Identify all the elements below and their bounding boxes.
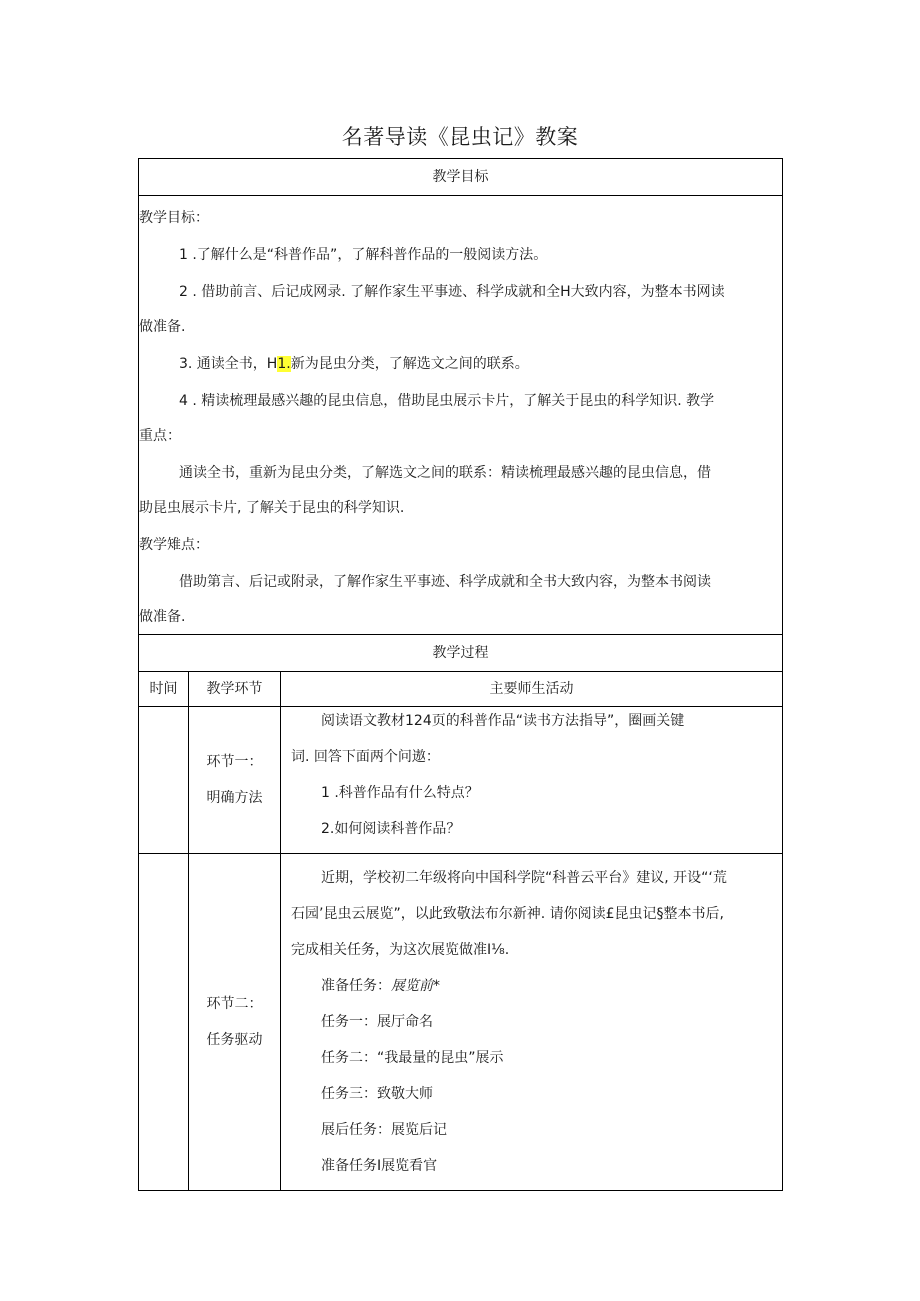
task-after: 展后任务：展览后记	[321, 1122, 447, 1138]
step-2-line-2: 任务驱动	[206, 1032, 263, 1048]
step-1-question-1: 1 .科普作品有什么特点？	[321, 785, 479, 801]
goal-4-line-2: 重点：	[139, 428, 181, 444]
table-row	[139, 854, 783, 1191]
goal-2-line-1: 2 . 借助前言、后记成网录. 了解作家生平事迹、科学成就和全H大致内容，为整本书网读	[179, 284, 725, 300]
goals-content	[139, 196, 783, 635]
task-prep-value: 展览前*	[391, 978, 440, 994]
goal-3-prefix: 3. 通读全书，H	[179, 356, 278, 372]
goal-4-line-1: 4 . 精读梳理最感兴趣的昆虫信息，借助昆虫展示卡片，了解关于昆虫的科学知识. 教学	[179, 393, 715, 409]
step-2-activity-line-3: 完成相关任务，为这次展览做准I⅛.	[291, 942, 510, 958]
step-cell	[189, 854, 281, 1191]
process-section-header: 教学过程	[139, 635, 783, 672]
task-1: 任务一：展厅命名	[321, 1014, 433, 1030]
goals-label: 教学目标：	[139, 210, 209, 226]
step-2-activity-line-2: 石园’昆虫云展览”，以此致敬法布尔新神. 请你阅读£昆虫记§整本书后,	[291, 906, 724, 922]
key-point-line-2: 助昆虫展示卡片, 了解关于昆虫的科学知识.	[139, 500, 405, 516]
step-1-line-1: 环节一：	[206, 754, 263, 770]
step-2-activity-line-1: 近期，学校初二年级将向中国科学院“科普云平台》建议, 开设“‘荒	[321, 870, 727, 886]
goal-3	[139, 354, 770, 374]
key-point-line-1: 通读全书，重新为昆虫分类，了解选文之间的联系：精读梳理最感兴趣的昆虫信息，借	[179, 465, 711, 481]
task-prep-label: 准备任务：	[321, 978, 391, 994]
step-1-activity-line-2: 词. 回答下面两个问遨：	[291, 749, 440, 765]
goals-section-header: 教学目标	[139, 159, 783, 196]
goal-1: 1 .了解什么是“科普作品”，了解科普作品的一般阅读方法。	[179, 247, 548, 263]
difficult-line-1: 借助第言、后记或附录，了解作家生平事迹、科学成就和全书大致内容，为整本书阅读	[179, 574, 711, 590]
task-2: 任务二：“我最量的昆虫”展示	[321, 1050, 504, 1066]
time-cell	[139, 854, 189, 1191]
goal-3-suffix: 新为昆虫分类，了解选文之间的联系。	[290, 356, 529, 372]
step-1-activity-line-1: 阅读语文教材124页的科普作品“读书方法指导”，圈画关键	[321, 713, 685, 729]
column-header-step: 教学环节	[189, 672, 281, 707]
activity-cell	[281, 854, 783, 1191]
column-header-time: 时间	[139, 672, 189, 707]
step-cell	[189, 707, 281, 854]
document-title: 名著导读《昆虫记》教案	[341, 125, 579, 149]
task-prep	[291, 976, 772, 996]
difficult-label: 教学雉点：	[139, 537, 209, 553]
task-3: 任务三：致敬大师	[321, 1086, 433, 1102]
column-header-activity: 主要师生活动	[281, 672, 783, 707]
activity-cell	[281, 707, 783, 854]
difficult-line-2: 做准备.	[139, 609, 186, 625]
task-last: 准备任务I展览看官	[321, 1158, 438, 1174]
step-1-question-2: 2.如何阅读科普作品？	[321, 821, 461, 837]
table-row	[139, 707, 783, 854]
step-2-line-1: 环节二：	[206, 996, 263, 1012]
goal-3-highlight: 1.	[277, 356, 291, 372]
time-cell	[139, 707, 189, 854]
lesson-plan-table	[138, 158, 783, 1191]
goal-2-line-2: 做准备.	[139, 319, 186, 335]
step-1-line-2: 明确方法	[206, 790, 263, 806]
